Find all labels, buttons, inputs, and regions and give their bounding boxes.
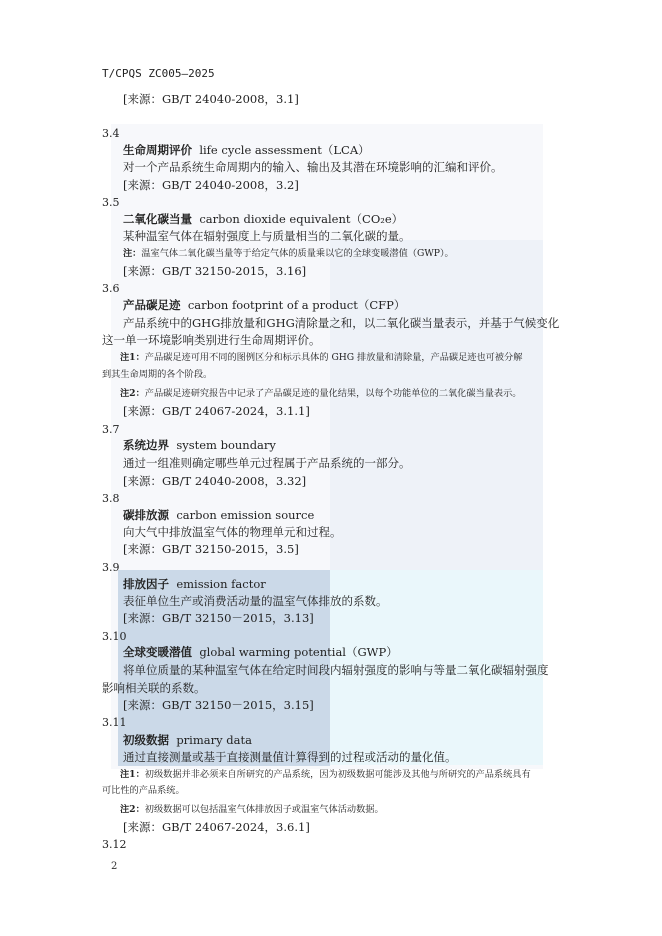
term-cn: 生命周期评价 — [123, 143, 192, 157]
note-label: 注1： — [120, 352, 145, 363]
term-cn: 全球变暖潜值 — [123, 645, 192, 659]
term-en: life cycle assessment（LCA） — [199, 143, 370, 157]
note-body: 初级数据并非必须来自所研究的产品系统，因为初级数据可能涉及其他与所研究的产品系统具有 — [144, 769, 531, 780]
clause-number: 3.6 — [102, 282, 120, 295]
source-citation: [来源：GB/T 32150－2015，3.15] — [123, 698, 314, 712]
note-body: 初级数据可以包括温室气体排放因子或温室气体活动数据。 — [144, 804, 384, 815]
term-heading — [123, 440, 276, 452]
note-text-continued: 可比性的产品系统。 — [102, 785, 185, 796]
term-en: emission factor — [176, 577, 266, 591]
clause-number: 3.7 — [102, 423, 120, 436]
term-cn: 二氧化碳当量 — [123, 212, 192, 226]
note-label: 注： — [123, 248, 142, 259]
note-text — [120, 805, 384, 814]
clause-number: 3.9 — [102, 561, 120, 574]
note-text — [120, 353, 522, 362]
document-header: T/CPQS ZC005—2025 — [102, 67, 215, 80]
term-en: global warming potential（GWP） — [199, 645, 398, 659]
term-heading — [123, 579, 266, 591]
page-number: 2 — [111, 861, 118, 872]
note-text — [120, 770, 531, 779]
definition-text: 某种温室气体在辐射强度上与质量相当的二氧化碳的量。 — [123, 229, 411, 243]
definition-text: 对一个产品系统生命周期内的输入、输出及其潜在环境影响的汇编和评价。 — [123, 160, 503, 174]
source-citation: [来源：GB/T 32150-2015，3.5] — [123, 542, 299, 556]
note-body: 温室气体二氧化碳当量等于给定气体的质量乘以它的全球变暖潜值（GWP）。 — [141, 248, 454, 259]
definition-text: 将单位质量的某种温室气体在给定时间段内辐射强度的影响与等量二氧化碳辐射强度 — [123, 663, 549, 677]
definition-text: 这一单一环境影响类别进行生命周期评价。 — [102, 333, 321, 347]
term-en: carbon dioxide equivalent（CO₂e） — [199, 212, 404, 226]
definition-text: 影响相关联的系数。 — [102, 681, 206, 695]
term-cn: 排放因子 — [123, 577, 169, 591]
term-heading — [123, 145, 370, 157]
term-heading — [123, 735, 252, 747]
term-en: primary data — [176, 733, 252, 747]
term-cn: 碳排放源 — [123, 508, 169, 522]
note-text — [120, 389, 521, 398]
source-citation: [来源：GB/T 24040-2008，3.2] — [123, 178, 299, 192]
clause-number: 3.5 — [102, 196, 120, 209]
note-text — [123, 249, 454, 258]
source-citation: [来源：GB/T 24067-2024，3.1.1] — [123, 404, 310, 418]
highlight-region-upper — [330, 240, 543, 575]
clause-number: 3.4 — [102, 127, 120, 140]
source-citation: [来源：GB/T 32150－2015，3.13] — [123, 611, 314, 625]
term-cn: 初级数据 — [123, 733, 169, 747]
note-text-continued: 到其生命周期的各个阶段。 — [102, 369, 213, 380]
note-label: 注2： — [120, 388, 145, 399]
source-citation: [来源：GB/T 24067-2024，3.6.1] — [123, 820, 310, 834]
term-heading — [123, 214, 403, 226]
term-heading — [123, 647, 398, 659]
definition-text: 向大气中排放温室气体的物理单元和过程。 — [123, 525, 342, 539]
clause-number: 3.11 — [102, 716, 127, 729]
note-body: 产品碳足迹研究报告中记录了产品碳足迹的量化结果，以每个功能单位的二氧化碳当量表示。 — [144, 388, 522, 399]
source-citation: [来源：GB/T 24040-2008，3.1] — [123, 92, 299, 106]
term-en: carbon emission source — [176, 508, 315, 522]
clause-number: 3.12 — [102, 838, 127, 851]
term-cn: 系统边界 — [123, 438, 169, 452]
term-cn: 产品碳足迹 — [123, 298, 181, 312]
clause-number: 3.8 — [102, 492, 120, 505]
note-label: 注1： — [120, 769, 145, 780]
note-label: 注2： — [120, 804, 145, 815]
term-heading — [123, 510, 314, 522]
definition-text: 通过直接测量或基于直接测量值计算得到的过程或活动的量化值。 — [123, 750, 457, 764]
definition-text: 产品系统中的GHG排放量和GHG清除量之和，以二氧化碳当量表示，并基于气候变化 — [123, 316, 560, 330]
term-en: system boundary — [176, 438, 276, 452]
source-citation: [来源：GB/T 32150-2015，3.16] — [123, 264, 307, 278]
note-body: 产品碳足迹可用不同的图例区分和标示具体的 GHG 排放量和清除量，产品碳足迹也可被分解 — [144, 352, 523, 363]
clause-number: 3.10 — [102, 630, 127, 643]
source-citation: [来源：GB/T 24040-2008，3.32] — [123, 474, 307, 488]
definition-text: 表征单位生产或消费活动量的温室气体排放的系数。 — [123, 594, 388, 608]
term-heading — [123, 300, 405, 312]
definition-text: 通过一组准则确定哪些单元过程属于产品系统的一部分。 — [123, 456, 411, 470]
term-en: carbon footprint of a product（CFP） — [187, 298, 406, 312]
